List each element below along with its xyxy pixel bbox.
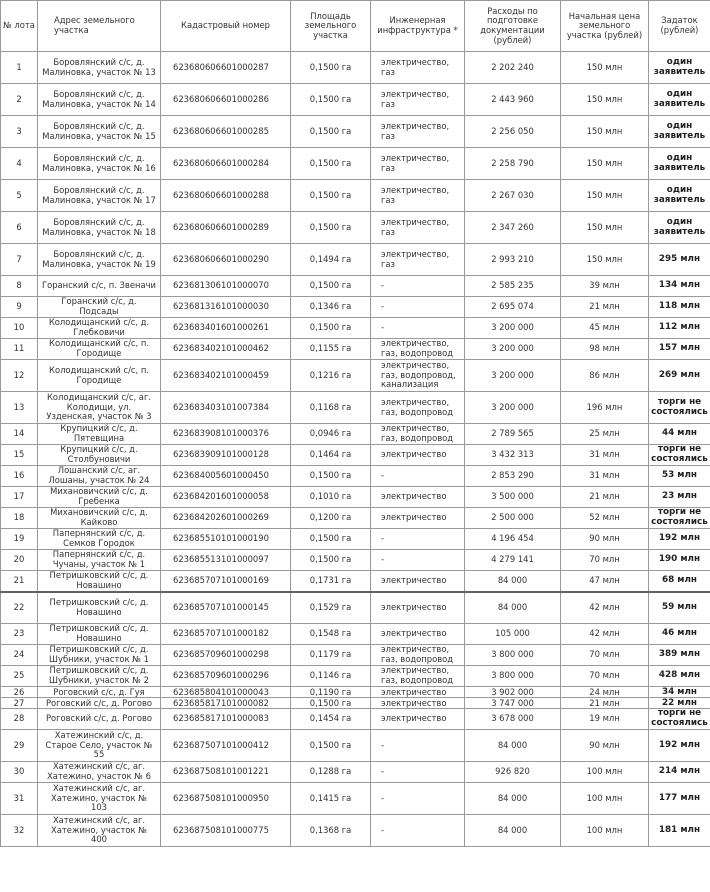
cell-area: 0,1529 га [291,592,371,624]
cell-address: Папернянский с/с, д. Чучаны, участок № 1 [38,550,161,571]
cell-address: Колодищанский с/с, п. Городище [38,360,161,392]
cell-area: 0,1500 га [291,84,371,116]
table-row [1,783,710,815]
cell-deposit: 389 млн [649,645,710,666]
cell-infrastructure: электричество, газ [371,84,465,116]
cell-lot-number: 16 [1,466,38,487]
cell-area: 0,1494 га [291,244,371,276]
cell-lot-number: 24 [1,645,38,666]
cell-expenses: 3 678 000 [465,709,561,730]
cell-address: Михановичский с/с, д. Кайково [38,508,161,529]
cell-area: 0,1010 га [291,487,371,508]
cell-area: 0,1454 га [291,709,371,730]
table-row [1,212,710,244]
cell-address: Крупицкий с/с, д. Пятевщина [38,424,161,445]
cell-area: 0,1216 га [291,360,371,392]
cell-lot-number: 7 [1,244,38,276]
cell-address: Боровлянский с/с, д. Малиновка, участок № 19 [38,244,161,276]
cell-cadastral-number: 623680606601000289 [161,212,291,244]
cell-deposit: 269 млн [649,360,710,392]
cell-area: 0,1500 га [291,52,371,84]
cell-start-price: 150 млн [561,148,649,180]
cell-address: Петришковский с/с, д. Шубники, участок № 2 [38,666,161,687]
cell-area: 0,1346 га [291,297,371,318]
cell-expenses: 84 000 [465,815,561,847]
cell-address: Петришковский с/с, д. Новашино [38,571,161,592]
cell-area: 0,1464 га [291,445,371,466]
cell-infrastructure: электричество [371,624,465,645]
cell-address: Петришковский с/с, д. Шубники, участок № 1 [38,645,161,666]
table-row [1,424,710,445]
cell-area: 0,1500 га [291,116,371,148]
cell-cadastral-number: 623687508101001221 [161,762,291,783]
cell-area: 0,1500 га [291,550,371,571]
table-row [1,445,710,466]
cell-lot-number: 5 [1,180,38,212]
cell-cadastral-number: 623685510101000190 [161,529,291,550]
cell-lot-number: 1 [1,52,38,84]
cell-cadastral-number: 623685707101000169 [161,571,291,592]
cell-infrastructure: электричество, газ [371,52,465,84]
cell-area: 0,1155 га [291,339,371,360]
cell-start-price: 86 млн [561,360,649,392]
cell-address: Крупицкий с/с, д. Столбуновичи [38,445,161,466]
cell-lot-number: 30 [1,762,38,783]
cell-deposit: 181 млн [649,815,710,847]
cell-infrastructure: электричество, газ [371,148,465,180]
cell-deposit: 59 млн [649,592,710,624]
cell-infrastructure: - [371,276,465,297]
cell-expenses: 2 258 790 [465,148,561,180]
cell-infrastructure: электричество [371,445,465,466]
cell-cadastral-number: 623685817101000083 [161,709,291,730]
cell-deposit: 157 млн [649,339,710,360]
table-row [1,244,710,276]
cell-infrastructure: - [371,550,465,571]
table-row [1,666,710,687]
cell-expenses: 2 202 240 [465,52,561,84]
cell-infrastructure: электричество, газ, водопровод, канализация [371,360,465,392]
cell-area: 0,1500 га [291,698,371,709]
cell-deposit: торги не состоялись [649,508,710,529]
cell-area: 0,0946 га [291,424,371,445]
cell-cadastral-number: 623683908101000376 [161,424,291,445]
cell-area: 0,1500 га [291,730,371,762]
cell-lot-number: 26 [1,687,38,698]
cell-lot-number: 23 [1,624,38,645]
cell-infrastructure: электричество [371,508,465,529]
cell-cadastral-number: 623684202601000269 [161,508,291,529]
cell-cadastral-number: 623684201601000058 [161,487,291,508]
cell-area: 0,1179 га [291,645,371,666]
cell-cadastral-number: 623685804101000043 [161,687,291,698]
cell-infrastructure: электричество [371,571,465,592]
cell-address: Горанский с/с, д. Подсады [38,297,161,318]
table-row [1,508,710,529]
cell-start-price: 47 млн [561,571,649,592]
cell-lot-number: 18 [1,508,38,529]
cell-lot-number: 13 [1,392,38,424]
cell-expenses: 2 267 030 [465,180,561,212]
cell-deposit: 295 млн [649,244,710,276]
table-row [1,592,710,624]
cell-expenses: 2 585 235 [465,276,561,297]
cell-cadastral-number: 623685709601000296 [161,666,291,687]
cell-lot-number: 22 [1,592,38,624]
cell-start-price: 21 млн [561,297,649,318]
cell-area: 0,1168 га [291,392,371,424]
header-area: Площадь земельного участка [291,1,371,52]
cell-expenses: 4 279 141 [465,550,561,571]
cell-address: Роговский с/с, д. Рогово [38,709,161,730]
cell-cadastral-number: 623681316101000030 [161,297,291,318]
table-row [1,52,710,84]
cell-start-price: 42 млн [561,624,649,645]
cell-cadastral-number: 623683401601000261 [161,318,291,339]
cell-infrastructure: - [371,297,465,318]
cell-lot-number: 3 [1,116,38,148]
table-row [1,84,710,116]
cell-infrastructure: - [371,783,465,815]
cell-lot-number: 11 [1,339,38,360]
cell-infrastructure: электричество [371,698,465,709]
cell-start-price: 196 млн [561,392,649,424]
cell-start-price: 25 млн [561,424,649,445]
cell-address: Петришковский с/с, д. Новашино [38,624,161,645]
cell-start-price: 90 млн [561,730,649,762]
cell-area: 0,1288 га [291,762,371,783]
cell-start-price: 70 млн [561,550,649,571]
cell-lot-number: 12 [1,360,38,392]
cell-expenses: 2 853 290 [465,466,561,487]
cell-expenses: 84 000 [465,730,561,762]
cell-area: 0,1500 га [291,276,371,297]
cell-deposit: 428 млн [649,666,710,687]
cell-cadastral-number: 623685707101000182 [161,624,291,645]
cell-area: 0,1200 га [291,508,371,529]
cell-lot-number: 8 [1,276,38,297]
cell-address: Боровлянский с/с, д. Малиновка, участок № 13 [38,52,161,84]
cell-start-price: 98 млн [561,339,649,360]
cell-cadastral-number: 623683403101007384 [161,392,291,424]
cell-infrastructure: электричество, газ [371,116,465,148]
table-row [1,276,710,297]
cell-cadastral-number: 623680606601000290 [161,244,291,276]
cell-infrastructure: - [371,466,465,487]
cell-deposit: торги не состоялись [649,445,710,466]
cell-cadastral-number: 623680606601000287 [161,52,291,84]
cell-expenses: 84 000 [465,592,561,624]
cell-expenses: 3 902 000 [465,687,561,698]
cell-address: Роговский с/с, д. Рогово [38,698,161,709]
cell-expenses: 3 747 000 [465,698,561,709]
cell-lot-number: 10 [1,318,38,339]
cell-lot-number: 15 [1,445,38,466]
cell-expenses: 3 432 313 [465,445,561,466]
cell-infrastructure: электричество [371,709,465,730]
cell-expenses: 926 820 [465,762,561,783]
cell-area: 0,1500 га [291,466,371,487]
cell-deposit: 34 млн [649,687,710,698]
cell-start-price: 150 млн [561,212,649,244]
cell-start-price: 90 млн [561,529,649,550]
cell-address: Боровлянский с/с, д. Малиновка, участок № 17 [38,180,161,212]
cell-deposit: один заявитель [649,212,710,244]
cell-lot-number: 9 [1,297,38,318]
table-row [1,815,710,847]
cell-address: Хатежинский с/с, аг. Хатежино, участок № 6 [38,762,161,783]
cell-cadastral-number: 623687508101000950 [161,783,291,815]
cell-start-price: 150 млн [561,52,649,84]
cell-infrastructure: электричество [371,487,465,508]
header-deposit: Задаток (рублей) [649,1,710,52]
cell-address: Папернянский с/с, д. Семков Городок [38,529,161,550]
cell-deposit: 192 млн [649,730,710,762]
cell-lot-number: 32 [1,815,38,847]
cell-deposit: 44 млн [649,424,710,445]
table-row [1,529,710,550]
cell-infrastructure: электричество, газ, водопровод [371,666,465,687]
cell-start-price: 70 млн [561,645,649,666]
header-address: Адрес земельного участка [38,1,161,52]
cell-address: Колодищанский с/с, д. Глебковичи [38,318,161,339]
cell-infrastructure: - [371,529,465,550]
cell-lot-number: 19 [1,529,38,550]
cell-address: Хатежинский с/с, аг. Хатежино, участок № 400 [38,815,161,847]
cell-address: Горанский с/с, п. Звеначи [38,276,161,297]
cell-start-price: 100 млн [561,815,649,847]
cell-infrastructure: электричество, газ, водопровод [371,424,465,445]
cell-deposit: торги не состоялись [649,709,710,730]
table-row [1,466,710,487]
cell-cadastral-number: 623683402101000462 [161,339,291,360]
cell-infrastructure: электричество, газ, водопровод [371,645,465,666]
cell-expenses: 3 800 000 [465,666,561,687]
header-infrastructure: Инженерная инфраструктура * [371,1,465,52]
cell-start-price: 70 млн [561,666,649,687]
cell-deposit: один заявитель [649,148,710,180]
cell-infrastructure: электричество, газ, водопровод [371,339,465,360]
cell-address: Роговский с/с, д. Гуя [38,687,161,698]
cell-deposit: 22 млн [649,698,710,709]
cell-area: 0,1415 га [291,783,371,815]
cell-expenses: 2 695 074 [465,297,561,318]
cell-cadastral-number: 623685709601000298 [161,645,291,666]
table-row [1,687,710,698]
cell-expenses: 2 500 000 [465,508,561,529]
cell-infrastructure: электричество, газ [371,180,465,212]
cell-expenses: 3 200 000 [465,392,561,424]
table-row [1,297,710,318]
cell-expenses: 2 347 260 [465,212,561,244]
table-row [1,148,710,180]
cell-cadastral-number: 623683402101000459 [161,360,291,392]
cell-deposit: один заявитель [649,180,710,212]
cell-start-price: 21 млн [561,487,649,508]
cell-deposit: 23 млн [649,487,710,508]
table-row [1,624,710,645]
cell-lot-number: 27 [1,698,38,709]
cell-address: Колодищанский с/с, аг. Колодищи, ул. Узденская, участок № 3 [38,392,161,424]
cell-expenses: 105 000 [465,624,561,645]
cell-lot-number: 21 [1,571,38,592]
header-cadastral-number: Кадастровый номер [161,1,291,52]
cell-lot-number: 14 [1,424,38,445]
cell-deposit: торги не состоялись [649,392,710,424]
cell-area: 0,1731 га [291,571,371,592]
cell-address: Михановичский с/с, д. Гребенка [38,487,161,508]
cell-start-price: 21 млн [561,698,649,709]
header-lot-number: № лота [1,1,38,52]
cell-address: Лошанский с/с, аг. Лошаны, участок № 24 [38,466,161,487]
cell-deposit: 68 млн [649,571,710,592]
cell-address: Боровлянский с/с, д. Малиновка, участок № 14 [38,84,161,116]
table-row [1,392,710,424]
table-row [1,339,710,360]
cell-expenses: 3 200 000 [465,360,561,392]
cell-deposit: 134 млн [649,276,710,297]
table-body [1,52,710,847]
table-row [1,698,710,709]
cell-cadastral-number: 623685817101000082 [161,698,291,709]
cell-area: 0,1500 га [291,180,371,212]
table-row [1,762,710,783]
table-row [1,180,710,212]
header-start-price: Начальная цена земельного участка (рублей) [561,1,649,52]
cell-address: Колодищанский с/с, п. Городище [38,339,161,360]
cell-area: 0,1500 га [291,212,371,244]
cell-cadastral-number: 623687508101000775 [161,815,291,847]
cell-infrastructure: - [371,815,465,847]
cell-deposit: 53 млн [649,466,710,487]
cell-deposit: один заявитель [649,116,710,148]
cell-start-price: 150 млн [561,116,649,148]
cell-deposit: 177 млн [649,783,710,815]
cell-start-price: 150 млн [561,244,649,276]
cell-start-price: 150 млн [561,180,649,212]
cell-area: 0,1146 га [291,666,371,687]
cell-cadastral-number: 623680606601000288 [161,180,291,212]
cell-start-price: 39 млн [561,276,649,297]
cell-infrastructure: электричество, газ, водопровод [371,392,465,424]
cell-cadastral-number: 623687507101000412 [161,730,291,762]
cell-deposit: один заявитель [649,52,710,84]
cell-cadastral-number: 623685707101000145 [161,592,291,624]
cell-deposit: 46 млн [649,624,710,645]
cell-start-price: 52 млн [561,508,649,529]
cell-address: Боровлянский с/с, д. Малиновка, участок № 15 [38,116,161,148]
header-expenses: Расходы по подготовке документации (рублей) [465,1,561,52]
cell-start-price: 100 млн [561,783,649,815]
table-row [1,571,710,592]
cell-expenses: 84 000 [465,571,561,592]
cell-deposit: 118 млн [649,297,710,318]
table-row [1,318,710,339]
cell-area: 0,1548 га [291,624,371,645]
table-row [1,116,710,148]
cell-expenses: 4 196 454 [465,529,561,550]
cell-lot-number: 31 [1,783,38,815]
cell-lot-number: 4 [1,148,38,180]
cell-cadastral-number: 623680606601000286 [161,84,291,116]
cell-infrastructure: электричество, газ [371,212,465,244]
cell-start-price: 31 млн [561,445,649,466]
cell-area: 0,1500 га [291,318,371,339]
cell-infrastructure: электричество [371,592,465,624]
cell-expenses: 84 000 [465,783,561,815]
cell-lot-number: 25 [1,666,38,687]
cell-start-price: 150 млн [561,84,649,116]
cell-deposit: один заявитель [649,84,710,116]
cell-start-price: 31 млн [561,466,649,487]
cell-start-price: 42 млн [561,592,649,624]
cell-expenses: 2 443 960 [465,84,561,116]
cell-lot-number: 29 [1,730,38,762]
cell-expenses: 2 789 565 [465,424,561,445]
cell-address: Боровлянский с/с, д. Малиновка, участок № 18 [38,212,161,244]
cell-lot-number: 6 [1,212,38,244]
table-row [1,550,710,571]
cell-address: Хатежинский с/с, аг. Хатежино, участок № 103 [38,783,161,815]
cell-area: 0,1500 га [291,148,371,180]
cell-deposit: 214 млн [649,762,710,783]
cell-start-price: 45 млн [561,318,649,339]
cell-expenses: 3 200 000 [465,318,561,339]
cell-deposit: 192 млн [649,529,710,550]
cell-deposit: 112 млн [649,318,710,339]
cell-lot-number: 20 [1,550,38,571]
cell-expenses: 3 500 000 [465,487,561,508]
cell-lot-number: 2 [1,84,38,116]
cell-deposit: 190 млн [649,550,710,571]
cell-infrastructure: - [371,762,465,783]
cell-address: Петришковский с/с, д. Новашино [38,592,161,624]
cell-cadastral-number: 623681306101000070 [161,276,291,297]
cell-area: 0,1368 га [291,815,371,847]
table-row [1,487,710,508]
cell-address: Хатежинский с/с, д. Старое Село, участок № 55 [38,730,161,762]
table-row [1,645,710,666]
cell-expenses: 2 993 210 [465,244,561,276]
cell-expenses: 3 800 000 [465,645,561,666]
cell-area: 0,1190 га [291,687,371,698]
cell-expenses: 2 256 050 [465,116,561,148]
cell-start-price: 19 млн [561,709,649,730]
table-row [1,360,710,392]
cell-infrastructure: - [371,318,465,339]
table-header-row [1,1,710,52]
table-row [1,709,710,730]
cell-cadastral-number: 623680606601000284 [161,148,291,180]
cell-start-price: 100 млн [561,762,649,783]
cell-cadastral-number: 623684005601000450 [161,466,291,487]
table-row [1,730,710,762]
cell-lot-number: 17 [1,487,38,508]
cell-start-price: 24 млн [561,687,649,698]
cell-infrastructure: электричество [371,687,465,698]
cell-address: Боровлянский с/с, д. Малиновка, участок № 16 [38,148,161,180]
cell-area: 0,1500 га [291,529,371,550]
cell-cadastral-number: 623685513101000097 [161,550,291,571]
cell-infrastructure: - [371,730,465,762]
cell-expenses: 3 200 000 [465,339,561,360]
cell-cadastral-number: 623680606601000285 [161,116,291,148]
cell-infrastructure: электричество, газ [371,244,465,276]
cell-lot-number: 28 [1,709,38,730]
cell-cadastral-number: 623683909101000128 [161,445,291,466]
